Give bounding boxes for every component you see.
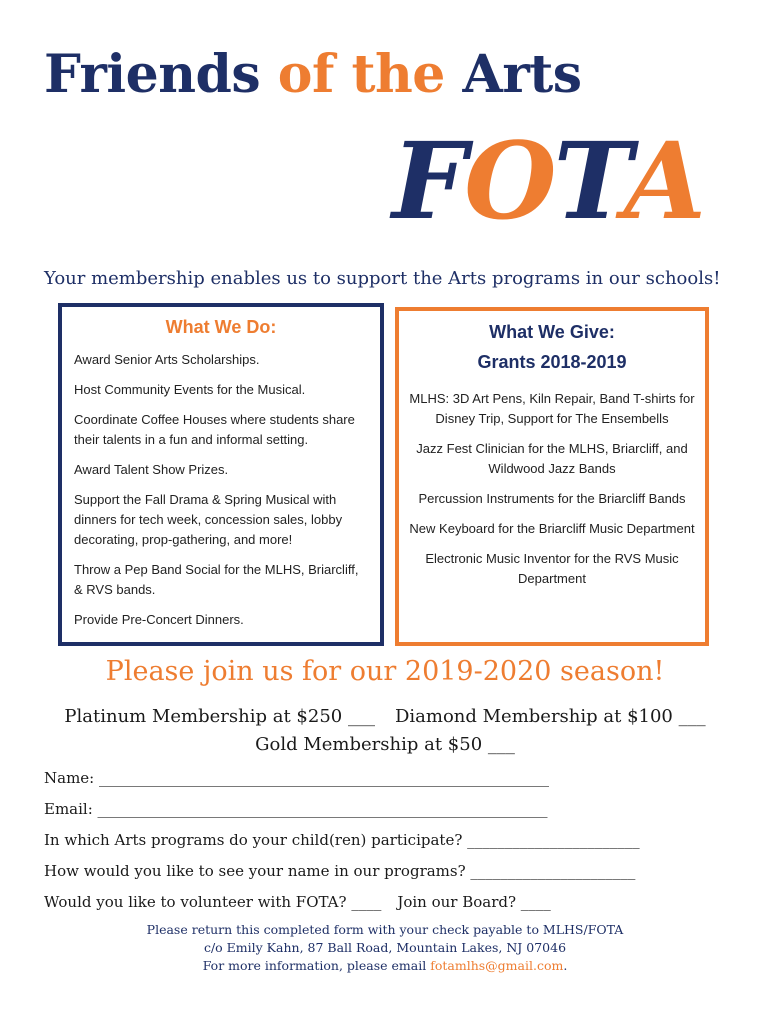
membership-form	[44, 767, 724, 922]
name-field[interactable]: Name: ____________________________________________________________	[44, 769, 549, 787]
title-friends: Friends	[44, 44, 278, 105]
footer	[0, 921, 770, 975]
volunteer-field[interactable]: Would you like to volunteer with FOTA? ____	[44, 893, 382, 911]
what-we-give-box	[395, 307, 709, 646]
membership-tiers	[0, 703, 770, 759]
title-of-the: of the	[277, 44, 463, 105]
list-item: Jazz Fest Clinician for the MLHS, Briarcliff, and Wildwood Jazz Bands	[416, 441, 688, 476]
logo-letter-o: O	[464, 118, 554, 243]
grants-heading: Grants 2018-2019	[477, 352, 627, 372]
fota-logo	[392, 118, 703, 243]
footer-period: .	[563, 958, 568, 973]
list-item: Provide Pre-Concert Dinners.	[74, 612, 244, 627]
board-field[interactable]: Join our Board? ____	[397, 893, 551, 911]
name-in-programs-field[interactable]: How would you like to see your name in our programs? ______________________	[44, 862, 636, 880]
footer-email-prefix: For more information, please email	[202, 958, 431, 973]
list-item: Electronic Music Inventor for the RVS Music Department	[425, 551, 679, 586]
footer-line-3	[0, 957, 770, 975]
list-item: Support the Fall Drama & Spring Musical with dinners for tech week, concession sales, lobby decorating, prop-gathering, and more!	[74, 492, 343, 547]
list-item: Percussion Instruments for the Briarcliff Bands	[418, 491, 686, 506]
what-we-do-box	[58, 303, 384, 646]
email-field[interactable]: Email: ____________________________________________________________	[44, 800, 548, 818]
volunteer-row	[44, 891, 724, 922]
title-arts: Arts	[462, 44, 582, 105]
list-item: Coordinate Coffee Houses where students share their talents in a fun and informal setting.	[74, 412, 355, 447]
page-title	[44, 44, 582, 105]
list-item: Throw a Pep Band Social for the MLHS, Briarcliff, & RVS bands.	[74, 562, 359, 597]
logo-letter-t: T	[553, 118, 624, 243]
what-we-give-heading: What We Give:	[489, 322, 615, 342]
what-we-do-heading: What We Do:	[165, 317, 277, 337]
logo-letter-f: F	[392, 118, 465, 243]
programs-field[interactable]: In which Arts programs do your child(ren) participate? _______________________	[44, 831, 640, 849]
list-item: Host Community Events for the Musical.	[74, 382, 306, 397]
list-item: Award Talent Show Prizes.	[74, 462, 229, 477]
list-item: MLHS: 3D Art Pens, Kiln Repair, Band T-shirts for Disney Trip, Support for The Ensembells	[409, 391, 695, 426]
list-item: Award Senior Arts Scholarships.	[74, 352, 260, 367]
tagline: Your membership enables us to support the Arts programs in our schools!	[44, 268, 721, 289]
footer-line-1: Please return this completed form with your check payable to MLHS/FOTA	[146, 922, 624, 937]
email-link[interactable]: fotamlhs@gmail.com	[430, 958, 564, 973]
list-item: New Keyboard for the Briarcliff Music Department	[409, 521, 695, 536]
platinum-membership[interactable]: Platinum Membership at $250 ___	[64, 706, 375, 727]
logo-letter-a: A	[623, 118, 703, 243]
diamond-membership[interactable]: Diamond Membership at $100 ___	[394, 706, 706, 727]
gold-membership[interactable]: Gold Membership at $50 ___	[255, 734, 515, 755]
season-heading: Please join us for our 2019-2020 season!	[105, 656, 665, 687]
footer-line-2: c/o Emily Kahn, 87 Ball Road, Mountain Lakes, NJ 07046	[203, 940, 567, 955]
